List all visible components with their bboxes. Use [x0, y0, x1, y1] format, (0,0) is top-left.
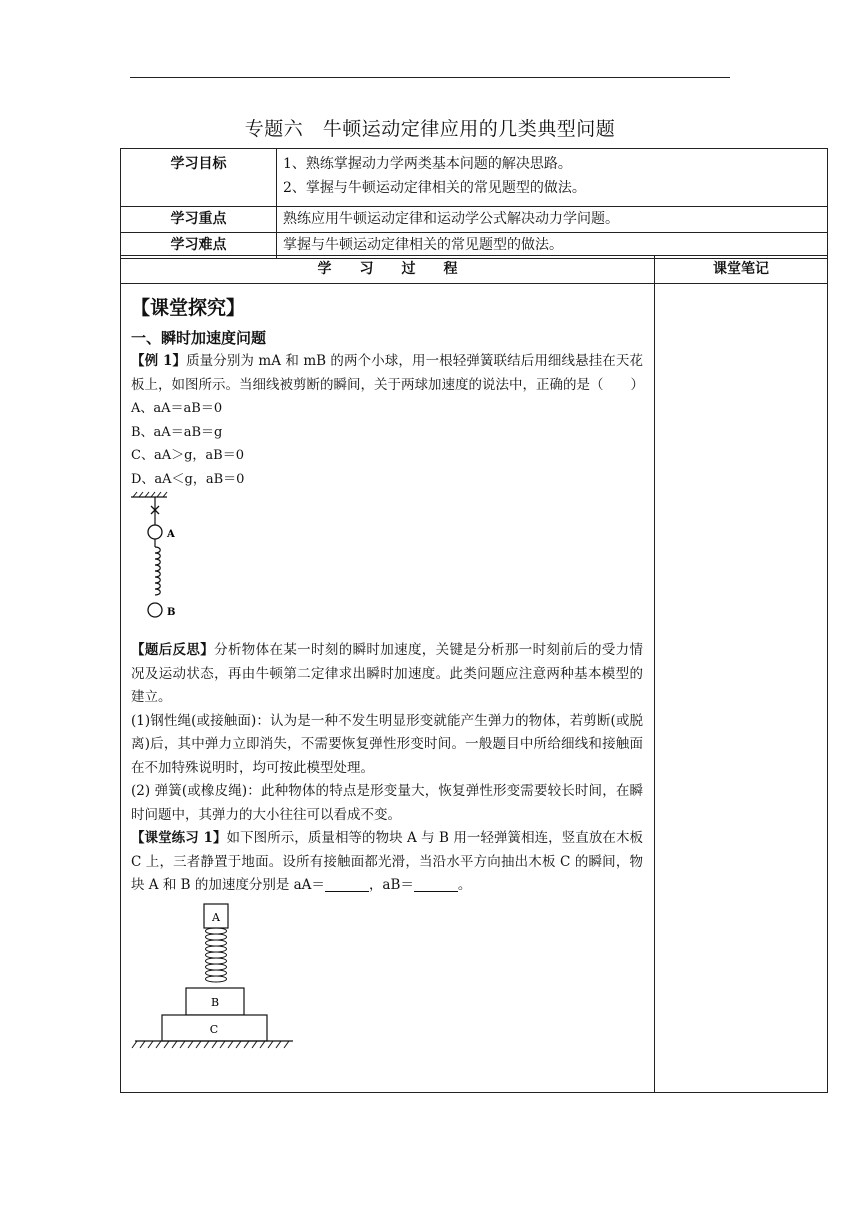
process-content — [131, 292, 643, 1060]
goal-item: 2、掌握与牛顿运动定律相关的常见题型的做法。 — [283, 180, 586, 196]
practice1-text: 【课堂练习 1】如下图所示，质量相等的物块 A 与 B 用一轻弹簧相连，竖直放在木板 C 上，三者静置于地面。设所有接触面都光滑，当沿水平方向抽出木板 C 的瞬间，物块 A 和 B 的加速度分别是 aA＝ ，aB＝ 。 — [131, 830, 644, 893]
goals-label: 学习目标 — [121, 149, 277, 207]
option-c: C、aA＞g，aB＝0 — [131, 448, 244, 463]
figure1-label-a: A — [167, 529, 175, 540]
blocks-spring-figure — [131, 902, 643, 1060]
option-b: B、aA＝aB＝g — [131, 424, 223, 440]
difficulty-value: 掌握与牛顿运动定律相关的常见题型的做法。 — [277, 233, 828, 259]
option-a: A、aA＝aB＝0 — [131, 401, 223, 416]
reflection-tag: 【题后反思】 — [131, 642, 215, 658]
example1-body: 质量分别为 mA 和 mB 的两个小球，用一根轻弹簧联结后用细线悬挂在天花板上，如图所示。当细线被剪断的瞬间，关于两球加速度的说法中，正确的是（ ） — [131, 353, 644, 393]
answer-blank-a[interactable] — [325, 877, 369, 892]
practice1-tag: 【课堂练习 1】 — [131, 830, 227, 846]
figure2-label-a: A — [212, 910, 220, 924]
info-table — [120, 148, 828, 259]
page-title: 专题六 牛顿运动定律应用的几类典型问题 — [244, 118, 616, 140]
goal-item: 1、熟练掌握动力学两类基本问题的解决思路。 — [283, 156, 572, 172]
reflection-point1: (1)钢性绳(或接触面)：认为是一种不发生明显形变就能产生弹力的物体，若剪断(或脱离)后，其中弹力立即消失，不需要恢复弹性形变时间。一般题目中所给细线和接触面在不加特殊说明时，均可按此模型处理。 — [131, 712, 643, 776]
example1-text — [131, 350, 643, 397]
notes-header: 课堂笔记 — [655, 256, 828, 284]
focus-value: 熟练应用牛顿运动定律和运动学公式解决动力学问题。 — [277, 207, 828, 233]
subsection-title: 一、瞬时加速度问题 — [131, 329, 267, 347]
answer-blank-b[interactable] — [414, 877, 458, 892]
header-rule — [130, 77, 730, 78]
goals-value — [277, 149, 828, 207]
notes-content-cell[interactable] — [655, 284, 828, 1093]
process-header: 学习过程 — [121, 256, 655, 284]
main-table — [120, 255, 828, 1093]
difficulty-label: 学习难点 — [121, 233, 277, 259]
section-title: 【课堂探究】 — [131, 297, 246, 319]
process-content-cell — [121, 284, 655, 1093]
reflection-text — [131, 639, 643, 710]
practice1-body: 如下图所示，质量相等的物块 A 与 B 用一轻弹簧相连，竖直放在木板 C 上，三者静置于地面。设所有接触面都光滑，当沿水平方向抽出木板 C 的瞬间，物块 A 和 B 的加速度分别是 aA＝ — [131, 830, 644, 893]
reflection-point2: (2) 弹簧(或橡皮绳)：此种物体的特点是形变量大，恢复弹性形变需要较长时间，在瞬时问题中，其弹力的大小往往可以看成不变。 — [131, 783, 643, 823]
focus-label: 学习重点 — [121, 207, 277, 233]
option-d: D、aA＜g，aB＝0 — [131, 471, 245, 487]
figure2-label-b: B — [210, 995, 220, 1009]
reflection-body: 分析物体在某一时刻的瞬时加速度，关键是分析那一时刻前后的受力情况及运动状态，再由牛顿第二定律求出瞬时加速度。此类问题应注意两种基本模型的建立。 — [131, 642, 644, 705]
spring-hanging-figure — [131, 491, 643, 631]
figure1-label-b: B — [167, 607, 176, 618]
example1-tag: 【例 1】 — [131, 353, 187, 369]
figure2-label-c: C — [209, 1022, 219, 1036]
